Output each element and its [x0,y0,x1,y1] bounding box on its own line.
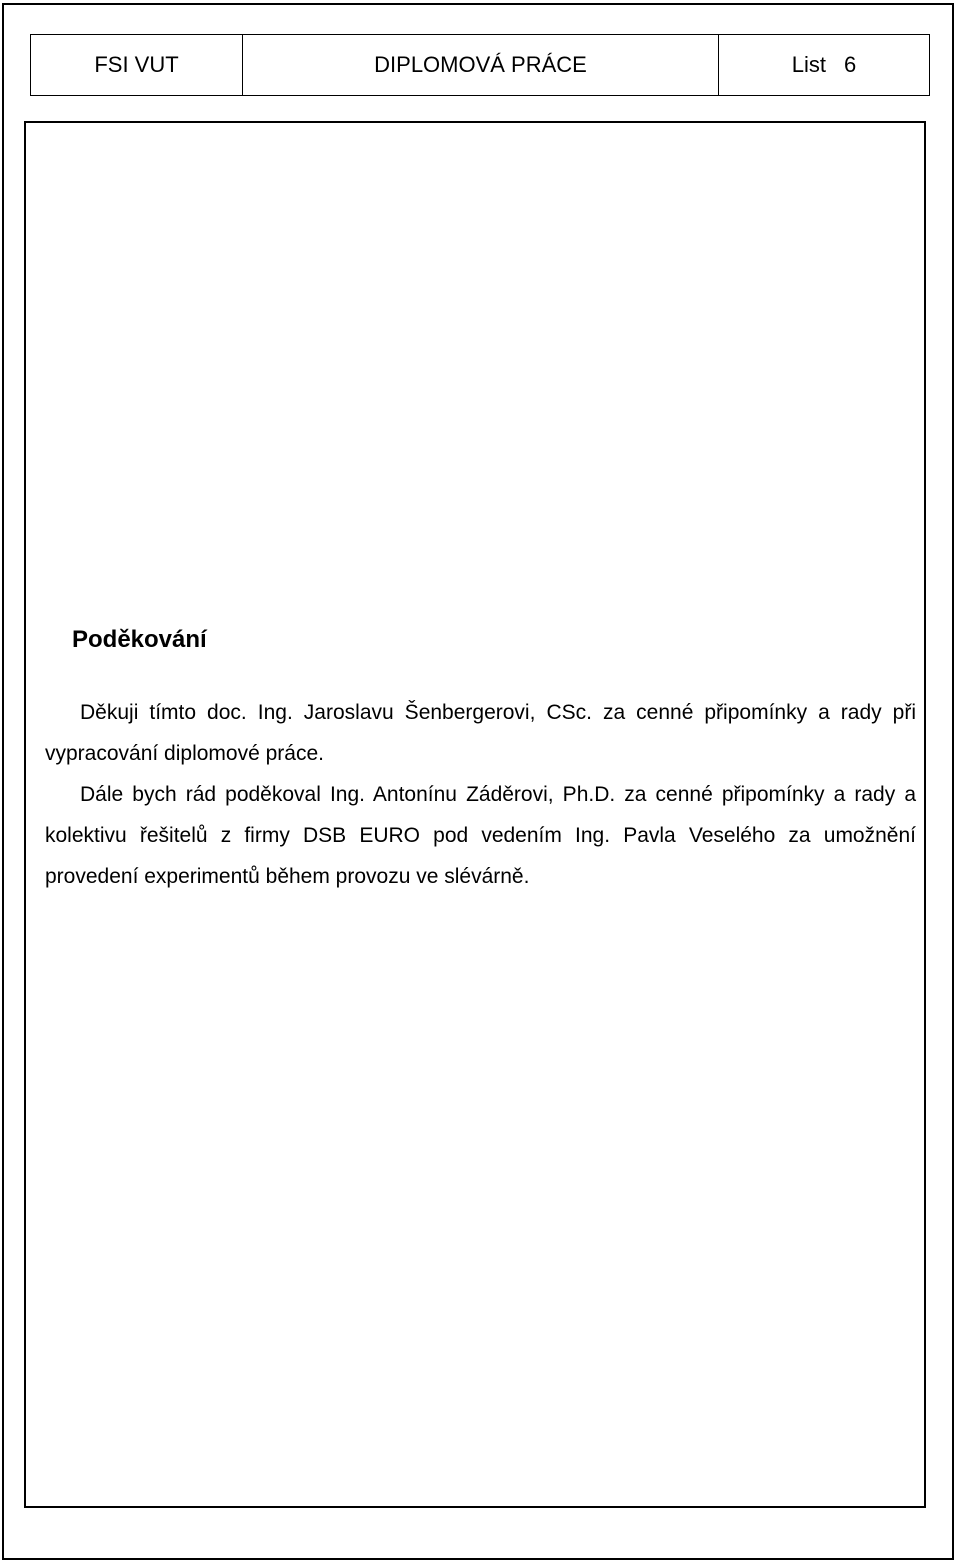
header-institution [31,35,243,95]
sheet-number: 6 [844,52,857,77]
institution-text: FSI VUT [94,52,179,77]
header-sheet [719,35,929,95]
sheet-label: List [791,52,826,77]
thesis-type-text: DIPLOMOVÁ PRÁCE [374,52,587,77]
page-header [30,34,930,96]
acknowledgement-paragraph-2: Dále bych rád poděkoval Ing. Antonínu Záděrovi, Ph.D. za cenné připomínky a rady a kolektivu řešitelů z firmy DSB EURO pod vedením Ing. Pavla Veselého za umožnění provedení experimentů během provozu ve slévárně. [45,783,916,888]
header-title [243,35,719,95]
acknowledgement-paragraph-1: Děkuji tímto doc. Ing. Jaroslavu Šenbergerovi, CSc. za cenné připomínky a rady při vypracování diplomové práce. [45,701,916,765]
section-heading: Poděkování [72,626,207,653]
